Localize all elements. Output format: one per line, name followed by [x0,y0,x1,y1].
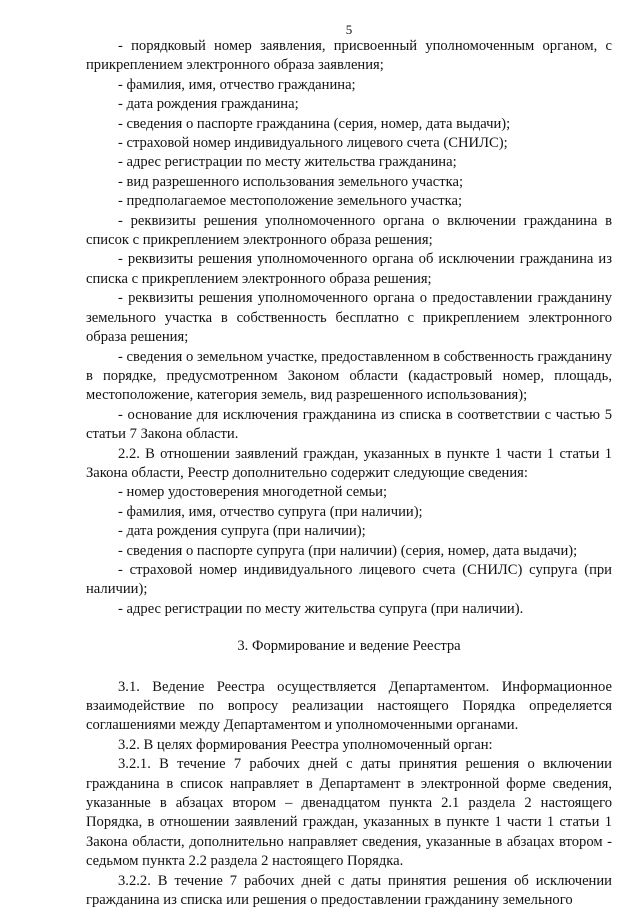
clause-3-2-2: 3.2.2. В течение 7 рабочих дней с даты принятия решения об исключении гражданина из списка или решения о предоставлении гражданину земельного [86,872,612,909]
section-heading: 3. Формирование и ведение Реестра [237,638,461,655]
clause-3-2: 3.2. В целях формирования Реестра уполномоченный орган: [118,736,493,753]
list-item: - реквизиты решения уполномоченного органа о включении гражданина в список с прикреплением электронного образа решения; [86,212,612,249]
list-item: - фамилия, имя, отчество супруга (при наличии); [118,503,423,520]
list-item: - дата рождения гражданина; [118,96,299,113]
list-item: - реквизиты решения уполномоченного органа о предоставлении гражданину земельного участка в собственность бесплатно с прикреплением электронного образа решения; [86,290,612,346]
list-item: - основание для исключения гражданина из списка в соответствии с частью 5 статьи 7 Закона области. [86,406,612,443]
list-item: - вид разрешенного использования земельного участка; [118,173,464,190]
list-item: - дата рождения супруга (при наличии); [118,523,366,540]
list-item: - сведения о паспорте супруга (при наличии) (серия, номер, дата выдачи); [118,542,578,559]
clause-3-1: 3.1. Ведение Реестра осуществляется Департаментом. Информационное взаимодействие по вопросу реализации настоящего Порядка определяется соглашениями между Департаментом и уполномоченными органами. [86,678,612,734]
page-number: 5 [345,22,353,37]
list-item: - сведения о паспорте гражданина (серия, номер, дата выдачи); [118,115,511,132]
list-item: - страховой номер индивидуального лицевого счета (СНИЛС); [118,135,508,152]
spacer [86,619,612,637]
list-item: - страховой номер индивидуального лицевого счета (СНИЛС) супруга (при наличии); [86,561,612,598]
clause-2-2: 2.2. В отношении заявлений граждан, указанных в пункте 1 части 1 статьи 1 Закона области, Реестр дополнительно содержит следующие сведения: [86,445,612,481]
document-body [86,37,612,910]
list-item: - реквизиты решения уполномоченного органа об исключении гражданина из списка с прикреплением электронного образа решения; [86,251,612,287]
list-item: - адрес регистрации по месту жительства гражданина; [118,154,457,171]
list-item: - номер удостоверения многодетной семьи; [118,484,388,501]
list-item: - фамилия, имя, отчество гражданина; [118,76,356,93]
list-item: - адрес регистрации по месту жительства супруга (при наличии). [118,600,524,617]
clause-3-2-1: 3.2.1. В течение 7 рабочих дней с даты принятия решения о включении гражданина в список направляет в Департамент в электронной форме сведения, указанные в абзацах втором – двенадцатом пункта 2.1 раздела 2 настоящего Порядка, в отношении заявлений граждан, указанных в пункте 1 части 1 статьи 1 Закона области, дополнительно направляет сведения, указанные в абзацах втором - седьмом пункта 2.2 раздела 2 настоящего Порядка. [86,756,612,870]
list-item: - предполагаемое местоположение земельного участка; [118,193,462,210]
spacer [86,657,612,678]
list-item: - порядковый номер заявления, присвоенный уполномоченным органом, с прикреплением электронного образа заявления; [86,38,612,74]
list-item: - сведения о земельном участке, предоставленном в собственность гражданину в порядке, предусмотренном Законом области (кадастровый номер, площадь, местоположение, категория земель, вид разрешенного использования); [86,348,612,404]
